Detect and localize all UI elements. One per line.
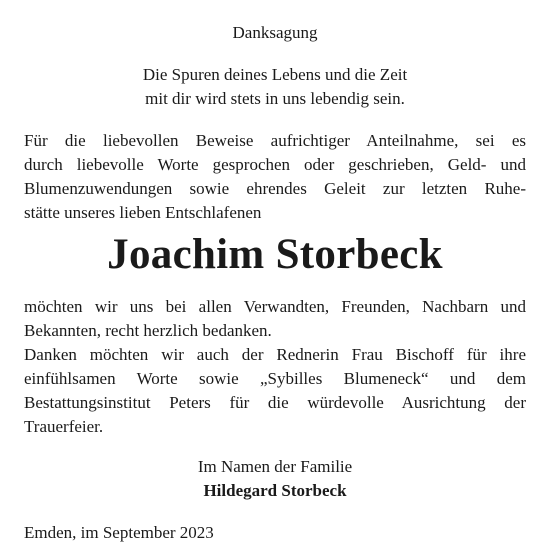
thanks-line-3: Danken möchten wir auch der Rednerin Frau Bischoff für ihre — [24, 345, 526, 364]
thanks-line-2: Bekannten, recht herzlich bedanken. — [24, 321, 272, 340]
verse-line-1: Die Spuren deines Lebens und die Zeit — [142, 65, 408, 84]
thanks-line-1: möchten wir uns bei allen Verwandten, Freunden, Nachbarn und — [24, 297, 526, 316]
verse-line-2: mit dir wird stets in uns lebendig sein. — [145, 89, 405, 108]
death-notice-thanks — [24, 0, 526, 550]
intro-line-3: Blumenzuwendungen sowie ehrendes Geleit zur letzten Ruhe- — [24, 179, 526, 198]
thanks-line-5: Bestattungsinstitut Peters für die würdevolle Ausrichtung der — [24, 393, 526, 412]
signature-line: Im Namen der Familie — [197, 457, 353, 476]
thanks-line-6: Trauerfeier. — [24, 417, 104, 436]
deceased-name: Joachim Storbeck — [107, 231, 443, 278]
signature-name: Hildegard Storbeck — [203, 481, 347, 500]
intro-line-2: durch liebevolle Worte gesprochen oder geschrieben, Geld- und — [24, 155, 526, 174]
place-date: Emden, im September 2023 — [24, 523, 214, 542]
intro-line-4: stätte unseres lieben Entschlafenen — [24, 203, 262, 222]
thanks-line-4: einfühlsamen Worte sowie „Sybilles Blumeneck“ und dem — [24, 369, 526, 388]
intro-line-1: Für die liebevollen Beweise aufrichtiger Anteilnahme, sei es — [24, 131, 526, 150]
notice-heading: Danksagung — [232, 23, 318, 42]
